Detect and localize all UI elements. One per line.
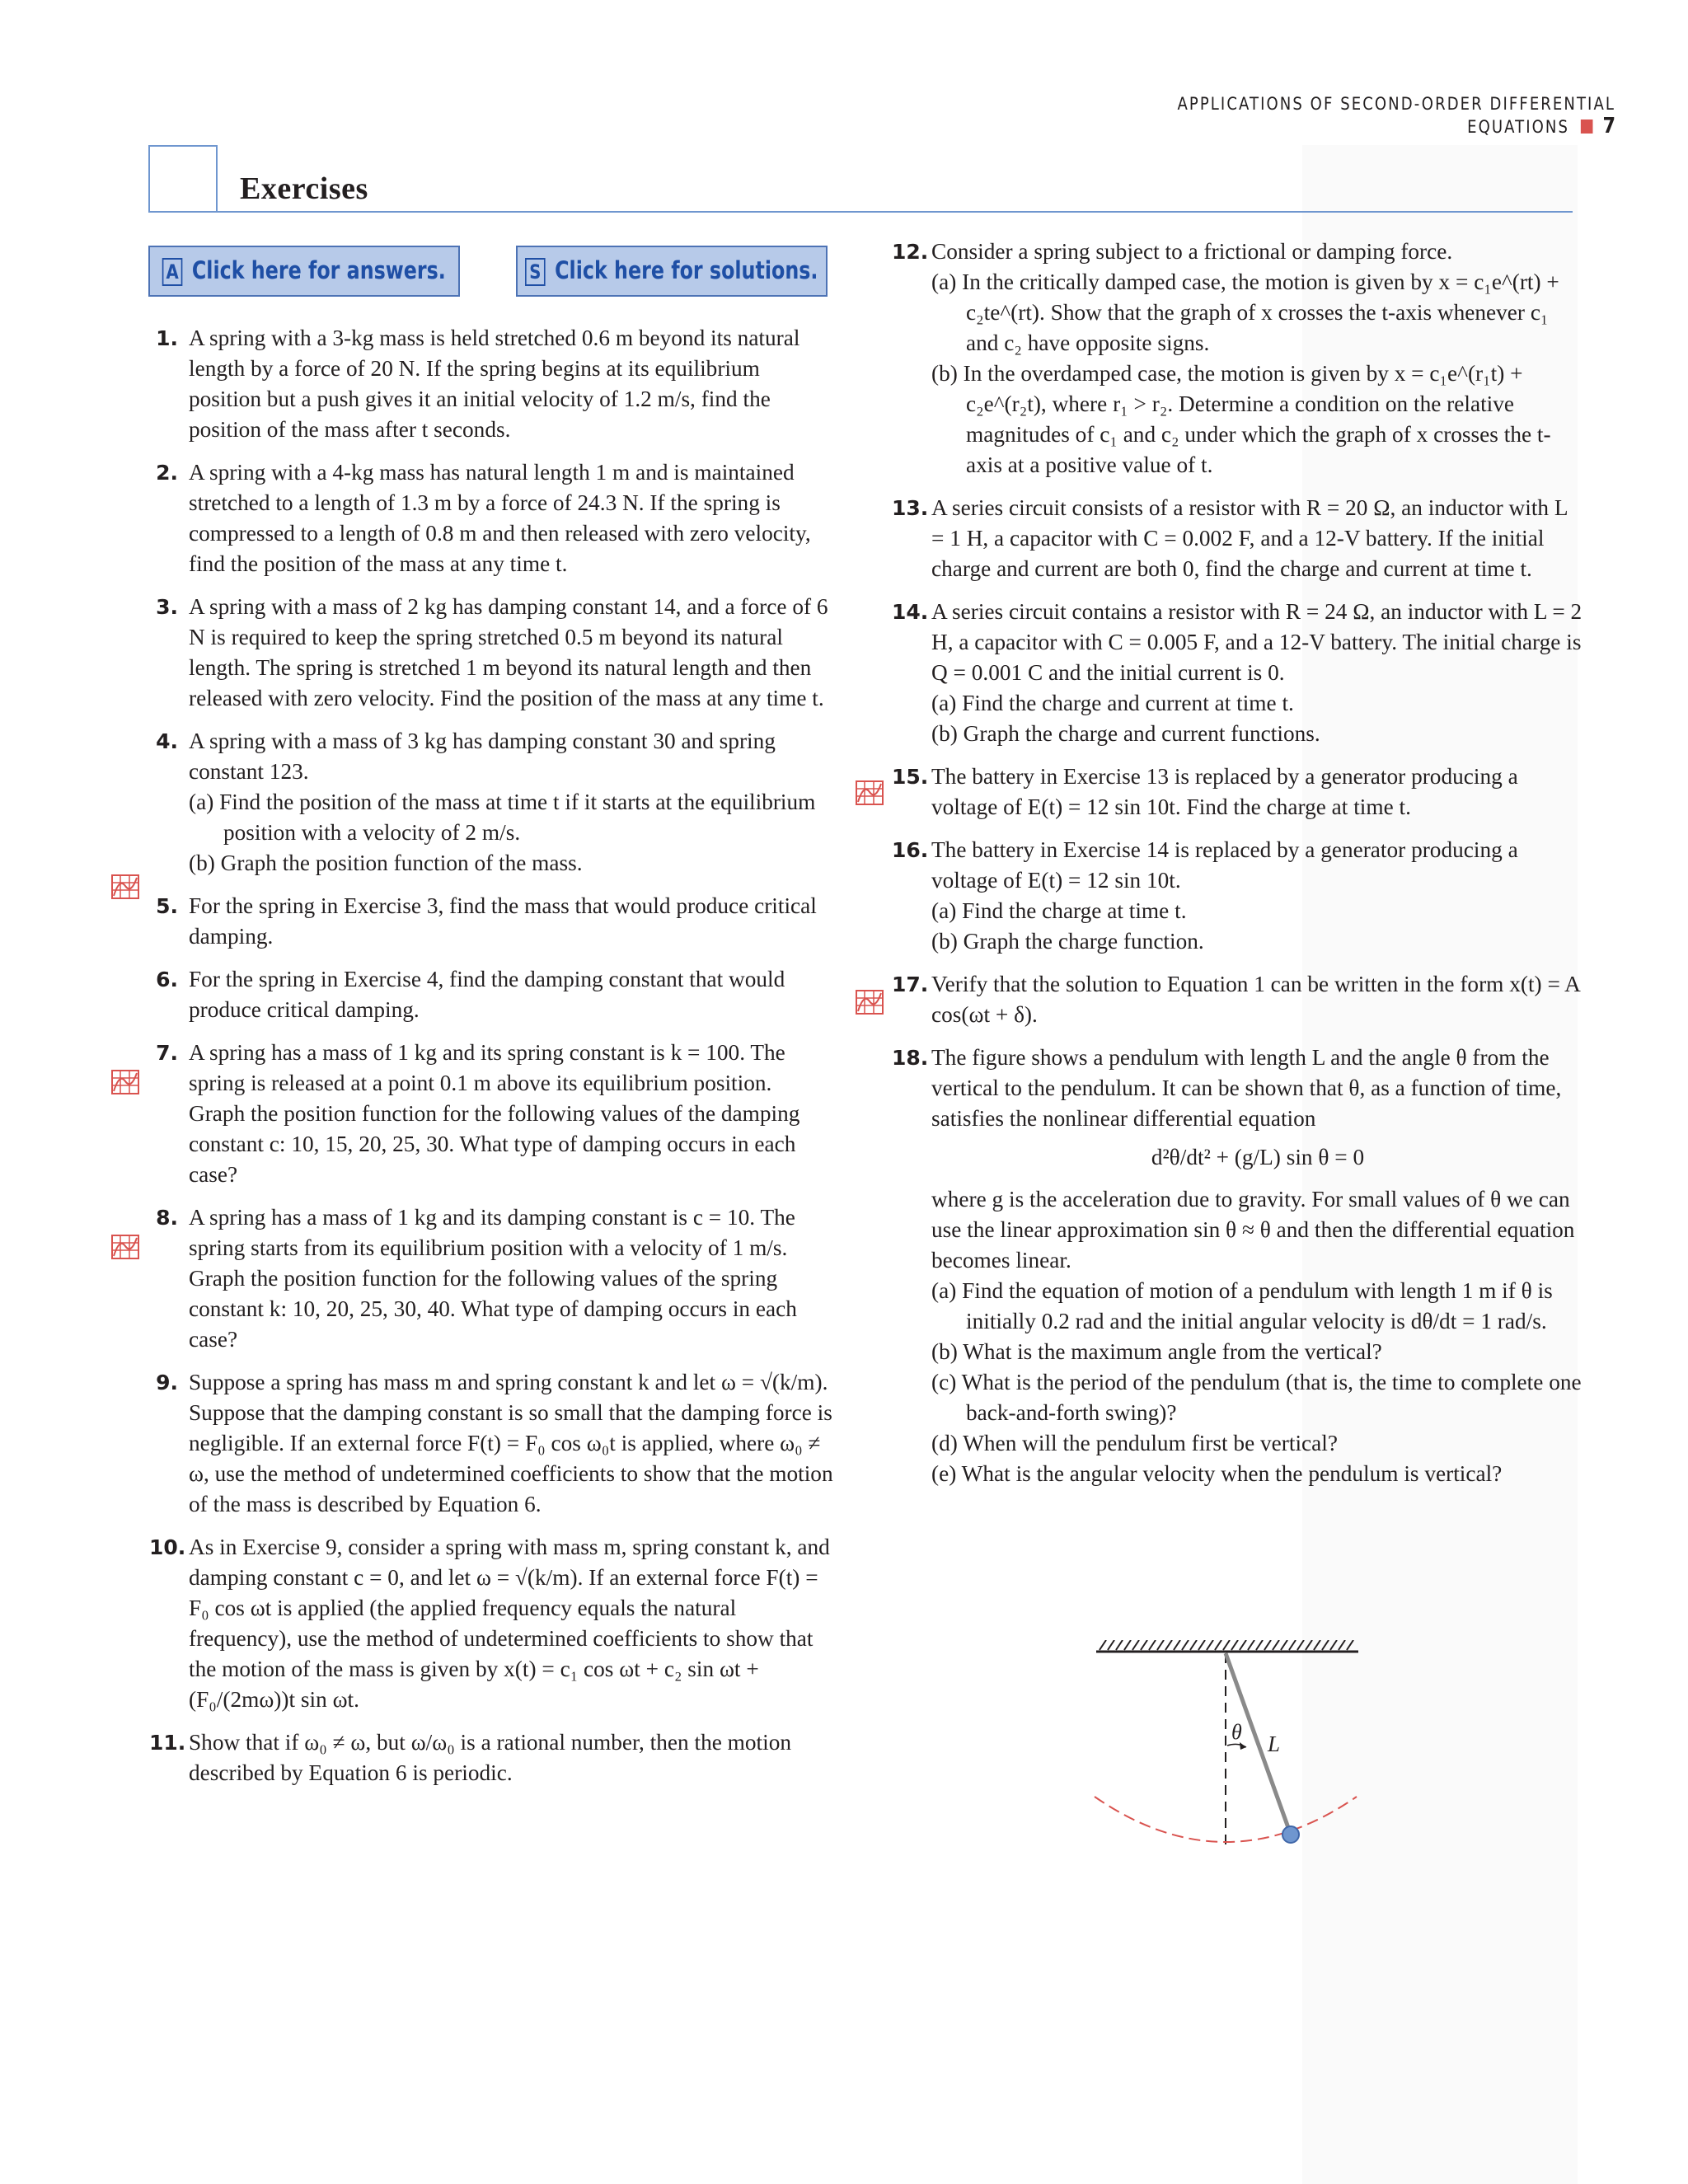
exercise-number: 18. bbox=[892, 1046, 929, 1070]
left-column bbox=[149, 323, 833, 1801]
exercise-text: A spring with a 3-kg mass is held stretched 0.6 m beyond its natural length by a force of 20 N. If the spring begins at its equilibrium position but a push gives it an initial velocity of 1.2 m/s, find the position of the mass after t seconds. bbox=[189, 326, 800, 442]
length-label: L bbox=[1268, 1732, 1281, 1756]
exercise-number: 10. bbox=[149, 1535, 186, 1559]
section-title: Exercises bbox=[240, 171, 368, 206]
exercise-text: A spring with a mass of 2 kg has damping constant 14, and a force of 6 N is required to keep the spring stretched 0.5 m beyond its natural length. The spring is stretched 1 m beyond its natural length and then released with zero velocity. Find the position of the mass at any time t. bbox=[189, 594, 828, 710]
section-box bbox=[148, 145, 218, 213]
graphing-calculator-icon bbox=[856, 990, 884, 1015]
exercise-text: A spring with a mass of 3 kg has damping constant 30 and spring constant 123. bbox=[189, 729, 776, 784]
exercise-17 bbox=[892, 969, 1584, 1030]
exercise-part: (b) Graph the charge and current functions. bbox=[931, 721, 1320, 746]
section-rule bbox=[148, 211, 1573, 213]
exercise-text: Verify that the solution to Equation 1 can be written in the form x(t) = A cos(ωt + δ). bbox=[931, 972, 1580, 1027]
exercise-number: 8. bbox=[156, 1206, 178, 1230]
page-number: 7 bbox=[1602, 114, 1615, 138]
pendulum-figure bbox=[1088, 1640, 1368, 1854]
exercise-part: (d) When will the pendulum first be vertical? bbox=[931, 1431, 1338, 1455]
exercise-12 bbox=[892, 237, 1584, 480]
exercise-number: 7. bbox=[156, 1041, 178, 1065]
exercise-text: Suppose a spring has mass m and spring constant k and let ω = √(k/m). Suppose that the damping constant is so small that the damping force is negligible. If an external force F(t) = F₀ cos ω₀t is applied, where ω₀ ≠ ω, use the method of undetermined coefficients to show that the motion of the mass is described by Equation 6. bbox=[189, 1370, 833, 1516]
exercise-1 bbox=[149, 323, 833, 445]
exercise-text: A series circuit contains a resistor with R = 24 Ω, an inductor with L = 2 H, a capacitor with C = 0.005 F, and a 12-V battery. The initial charge is Q = 0.001 C and the initial current is 0. bbox=[931, 599, 1582, 685]
exercise-number: 16. bbox=[892, 838, 929, 862]
exercise-15 bbox=[892, 762, 1584, 823]
answers-link-button[interactable] bbox=[148, 246, 460, 297]
exercise-3 bbox=[149, 592, 833, 714]
exercise-text: Show that if ω₀ ≠ ω, but ω/ω₀ is a rational number, then the motion described by Equation 6 is periodic. bbox=[189, 1730, 792, 1785]
exercise-part: (b) Graph the position function of the mass. bbox=[189, 851, 583, 875]
exercise-text: The figure shows a pendulum with length L and the angle θ from the vertical to the pendulum. It can be shown that θ, as a function of time, satisfies the nonlinear differential equation bbox=[931, 1045, 1562, 1131]
exercise-text-after: where g is the acceleration due to gravity. For small values of θ we can use the linear approximation sin θ ≈ θ and then the differential equation becomes linear. bbox=[931, 1187, 1575, 1272]
solutions-link-button[interactable] bbox=[516, 246, 828, 297]
answers-link-label: Click here for answers. bbox=[192, 256, 447, 284]
exercise-part: (c) What is the period of the pendulum (that is, the time to complete one back-and-forth swing)? bbox=[931, 1370, 1582, 1425]
right-column bbox=[892, 237, 1584, 1502]
exercise-text: For the spring in Exercise 4, find the damping constant that would produce critical damping. bbox=[189, 967, 785, 1022]
exercise-part: (e) What is the angular velocity when the pendulum is vertical? bbox=[931, 1461, 1503, 1486]
header-square-icon bbox=[1581, 120, 1593, 134]
exercise-number: 1. bbox=[156, 326, 178, 350]
exercise-number: 9. bbox=[156, 1371, 178, 1394]
answers-letter-icon: A bbox=[162, 258, 183, 286]
exercise-text: A spring has a mass of 1 kg and its damping constant is c = 10. The spring starts from its equilibrium position with a velocity of 1 m/s. Graph the position function for the following values of the spring constant k: 10, 20, 25, 30, 40. What type of damping occurs in each case? bbox=[189, 1205, 797, 1352]
pendulum-bob bbox=[1282, 1826, 1299, 1843]
exercise-18 bbox=[892, 1043, 1584, 1489]
exercise-number: 13. bbox=[892, 496, 929, 520]
exercise-text: A spring with a 4-kg mass has natural length 1 m and is maintained stretched to a length of 1.3 m by a force of 24.3 N. If the spring is compressed to a length of 0.8 m and then released with zero velocity, find the position of the mass at any time t. bbox=[189, 460, 811, 576]
pendulum-equation: d²θ/dt² + (g/L) sin θ = 0 bbox=[1151, 1145, 1365, 1169]
exercise-number: 15. bbox=[892, 765, 929, 789]
exercise-6 bbox=[149, 964, 833, 1025]
ceiling-hatch bbox=[1100, 1640, 1353, 1650]
exercise-4 bbox=[149, 726, 833, 879]
graphing-calculator-icon bbox=[111, 1235, 139, 1259]
exercise-13 bbox=[892, 493, 1584, 584]
exercise-10 bbox=[149, 1532, 833, 1715]
exercise-part: (a) In the critically damped case, the motion is given by x = c₁e^(rt) + c₂te^(rt). Show that the graph of x crosses the t-axis whenever c₁ and c₂ have opposite signs. bbox=[931, 269, 1559, 355]
exercise-14 bbox=[892, 597, 1584, 749]
exercise-number: 17. bbox=[892, 972, 929, 996]
solutions-letter-icon: S bbox=[525, 258, 546, 286]
exercise-number: 11. bbox=[149, 1731, 186, 1755]
exercise-number: 2. bbox=[156, 461, 178, 485]
angle-label: θ bbox=[1231, 1720, 1242, 1744]
graphing-calculator-icon bbox=[111, 1070, 139, 1094]
exercise-5 bbox=[149, 891, 833, 952]
exercise-text: Consider a spring subject to a frictional or damping force. bbox=[931, 239, 1453, 264]
exercise-text: A series circuit consists of a resistor with R = 20 Ω, an inductor with L = 1 H, a capacitor with C = 0.002 F, and a 12-V battery. If the initial charge and current are both 0, find the charge and current at time t. bbox=[931, 495, 1568, 581]
exercise-text: For the spring in Exercise 3, find the mass that would produce critical damping. bbox=[189, 893, 817, 949]
exercise-part: (a) Find the equation of motion of a pendulum with length 1 m if θ is initially 0.2 rad and the initial angular velocity is dθ/dt = 1 rad/s. bbox=[931, 1278, 1553, 1333]
exercise-number: 4. bbox=[156, 729, 178, 753]
exercise-part: (b) Graph the charge function. bbox=[931, 929, 1204, 954]
exercise-part: (a) Find the position of the mass at time t if it starts at the equilibrium position with a velocity of 2 m/s. bbox=[189, 790, 816, 845]
exercise-text: The battery in Exercise 13 is replaced by a generator producing a voltage of E(t) = 12 sin 10t. Find the charge at time t. bbox=[931, 764, 1518, 819]
exercise-2 bbox=[149, 457, 833, 579]
exercise-part: (b) In the overdamped case, the motion is given by x = c₁e^(r₁t) + c₂e^(r₂t), where r₁ > r₂. Determine a condition on the relative magnitudes of c₁ and c₂ under which the graph of x crosses the t-axis at a positive value of t. bbox=[931, 361, 1551, 477]
graphing-calculator-icon bbox=[111, 874, 139, 899]
exercise-7 bbox=[149, 1038, 833, 1190]
exercise-9 bbox=[149, 1367, 833, 1520]
exercise-number: 12. bbox=[892, 240, 929, 264]
solutions-link-label: Click here for solutions. bbox=[555, 256, 818, 284]
exercise-text: The battery in Exercise 14 is replaced by a generator producing a voltage of E(t) = 12 sin 10t. bbox=[931, 837, 1518, 893]
running-title: APPLICATIONS OF SECOND-ORDER DIFFERENTIAL EQUATIONS bbox=[1177, 94, 1615, 137]
exercise-part: (a) Find the charge and current at time t. bbox=[931, 691, 1294, 715]
running-header bbox=[1112, 94, 1615, 138]
exercise-8 bbox=[149, 1202, 833, 1355]
exercise-text: A spring has a mass of 1 kg and its spring constant is k = 100. The spring is released at a point 0.1 m above its equilibrium position. Graph the position function for the following values of the damping constant c: 10, 15, 20, 25, 30. What type of damping occurs in each case? bbox=[189, 1040, 800, 1187]
exercise-number: 14. bbox=[892, 600, 929, 624]
exercise-number: 5. bbox=[156, 894, 178, 918]
exercise-text: As in Exercise 9, consider a spring with mass m, spring constant k, and damping constant c = 0, and let ω = √(k/m). If an external force F(t) = F₀ cos ωt is applied (the applied frequency equals the natural frequency), use the method of undetermined coefficients to show that the motion of the mass is given by x(t) = c₁ cos ωt + c₂ sin ωt + (F₀/(2mω))t sin ωt. bbox=[189, 1535, 830, 1712]
exercise-number: 6. bbox=[156, 968, 178, 991]
graphing-calculator-icon bbox=[856, 780, 884, 805]
exercise-number: 3. bbox=[156, 595, 178, 619]
exercise-11 bbox=[149, 1727, 833, 1788]
exercise-16 bbox=[892, 835, 1584, 957]
exercise-part: (a) Find the charge at time t. bbox=[931, 898, 1187, 923]
exercise-part: (b) What is the maximum angle from the vertical? bbox=[931, 1339, 1382, 1364]
